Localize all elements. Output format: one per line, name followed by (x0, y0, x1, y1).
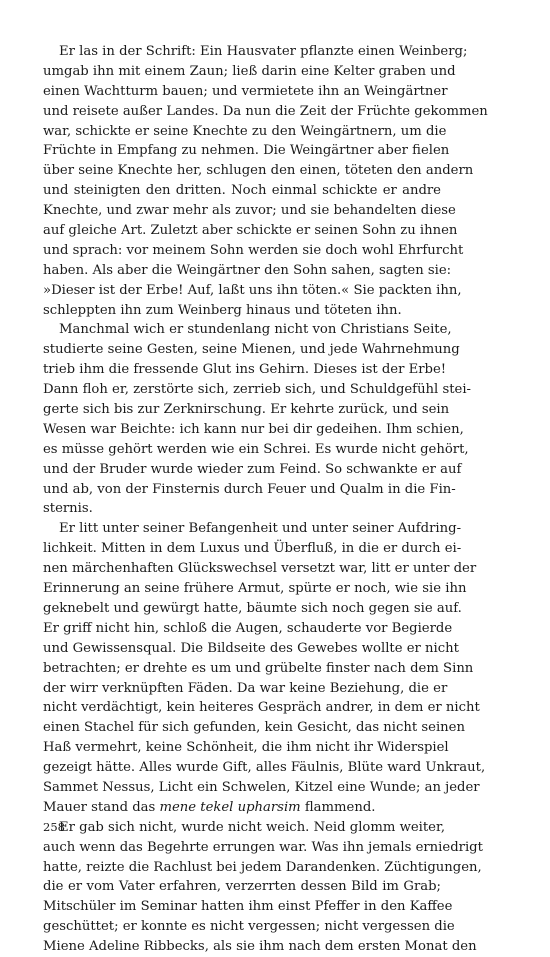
page-number: 258 (43, 820, 65, 834)
paragraph-3 (43, 519, 486, 817)
text-line: einen Stachel für sich gefunden, kein Gesicht, das nicht seinen (43, 720, 465, 736)
text-line: trieb ihm die fressende Glut ins Gehirn. Dieses ist der Erbe! (43, 362, 447, 378)
text-line: Früchte in Empfang zu nehmen. Die Weingärtner aber fielen (43, 143, 450, 159)
italic-phrase: mene tekel upharsim (159, 799, 301, 815)
text-line: »Dieser ist der Erbe! Auf, laßt uns ihn töten.« Sie packten ihn, (43, 282, 462, 298)
text-line: und ab, von der Finsternis durch Feuer und Qualm in die Fin- (43, 481, 456, 497)
text-line: Sammet Nessus, Licht ein Schwelen, Kitzel eine Wunde; an jeder (43, 779, 480, 795)
text-line: auf gleiche Art. Zuletzt aber schickte er seinen Sohn zu ihnen (43, 223, 458, 239)
text-line: gezeigt hätte. Alles wurde Gift, alles Fäulnis, Blüte ward Unkraut, (43, 760, 486, 776)
text-line: Er litt unter seiner Befangenheit und unter seiner Aufdring- (59, 521, 462, 537)
text-line: schleppten ihn zum Weinberg hinaus und töteten ihn. (43, 302, 402, 318)
text-segment: flammend. (300, 799, 376, 815)
text-line: auch wenn das Begehrte errungen war. Was ihn jemals erniedrigt (43, 839, 483, 855)
text-line: haben. Als aber die Weingärtner den Sohn sahen, sagten sie: (43, 262, 452, 278)
text-segment: Mauer stand das (43, 799, 160, 815)
text-line: und reisete außer Landes. Da nun die Zeit der Früchte gekommen (43, 103, 488, 119)
text-line: und steinigten den dritten. Noch einmal schickte er andre (43, 183, 441, 199)
text-line: Er griff nicht hin, schloß die Augen, schauderte vor Begierde (43, 620, 453, 636)
text-line: Knechte, und zwar mehr als zuvor; und sie behandelten diese (43, 203, 456, 219)
text-line: sternis. (43, 501, 93, 517)
text-line: und der Bruder wurde wieder zum Feind. So schwankte er auf (43, 461, 462, 477)
text-line: geschüttet; er konnte es nicht vergessen; nicht vergessen die (43, 919, 455, 935)
text-line: Manchmal wich er stundenlang nicht von Christians Seite, (59, 322, 452, 338)
text-line: es müsse gehört werden wie ein Schrei. Es wurde nicht gehört, (43, 441, 469, 457)
text-line: Wesen war Beichte: ich kann nur bei dir gedeihen. Ihm schien, (43, 421, 464, 437)
text-line: geknebelt und gewürgt hatte, bäumte sich noch gegen sie auf. (43, 600, 462, 616)
paragraph-1 (43, 42, 488, 320)
text-line: die er vom Vater erfahren, verzerrten dessen Bild im Grab; (43, 879, 441, 895)
text-line: Er las in der Schrift: Ein Hausvater pflanzte einen Weinberg; (59, 44, 468, 59)
text-line: studierte seine Gesten, seine Mienen, und jede Wahrnehmung (43, 342, 460, 358)
text-line: gerte sich bis zur Zerknirschung. Er kehrte zurück, und sein (43, 402, 450, 418)
paragraph-4 (43, 818, 483, 957)
text-line: über seine Knechte her, schlugen den einen, töteten den andern (43, 163, 474, 179)
book-page-text (43, 42, 488, 957)
text-line: betrachten; er drehte es um und grübelte finster nach dem Sinn (43, 660, 474, 676)
text-line: und sprach: vor meinem Sohn werden sie doch wohl Ehrfurcht (43, 242, 464, 258)
text-line: Dann floh er, zerstörte sich, zerrieb sich, und Schuldgefühl stei- (43, 382, 472, 398)
text-line: Miene Adeline Ribbecks, als sie ihm nach dem ersten Monat den (43, 939, 477, 955)
text-line: Erinnerung an seine frühere Armut, spürte er noch, wie sie ihn (43, 581, 467, 597)
text-line: und Gewissensqual. Die Bildseite des Gewebes wollte er nicht (43, 640, 459, 656)
text-line: nicht verdächtigt, kein heiteres Gespräch andrer, in dem er nicht (43, 700, 480, 716)
text-line: Er gab sich nicht, wurde nicht weich. Neid glomm weiter, (59, 819, 446, 835)
text-line-with-italic (43, 798, 441, 818)
text-line: hatte, reizte die Rachlust bei jedem Darandenken. Züchtigungen, (43, 859, 482, 875)
text-line: Mitschüler im Seminar hatten ihm einst Pfeffer in den Kaffee (43, 899, 453, 915)
text-line: nen märchenhaften Glückswechsel versetzt war, litt er unter der (43, 561, 477, 577)
text-line: Haß vermehrt, keine Schönheit, die ihm nicht ihr Widerspiel (43, 740, 449, 756)
text-line: der wirr verknüpften Fäden. Da war keine Beziehung, die er (43, 680, 448, 696)
paragraph-2 (43, 320, 472, 519)
text-line: lichkeit. Mitten in dem Luxus und Überfluß, in die er durch ei- (43, 541, 462, 557)
text-line: einen Wachtturm bauen; und vermietete ihn an Weingärtner (43, 83, 448, 99)
text-line: umgab ihn mit einem Zaun; ließ darin eine Kelter graben und (43, 63, 456, 79)
text-line: war, schickte er seine Knechte zu den Weingärtnern, um die (43, 123, 447, 139)
